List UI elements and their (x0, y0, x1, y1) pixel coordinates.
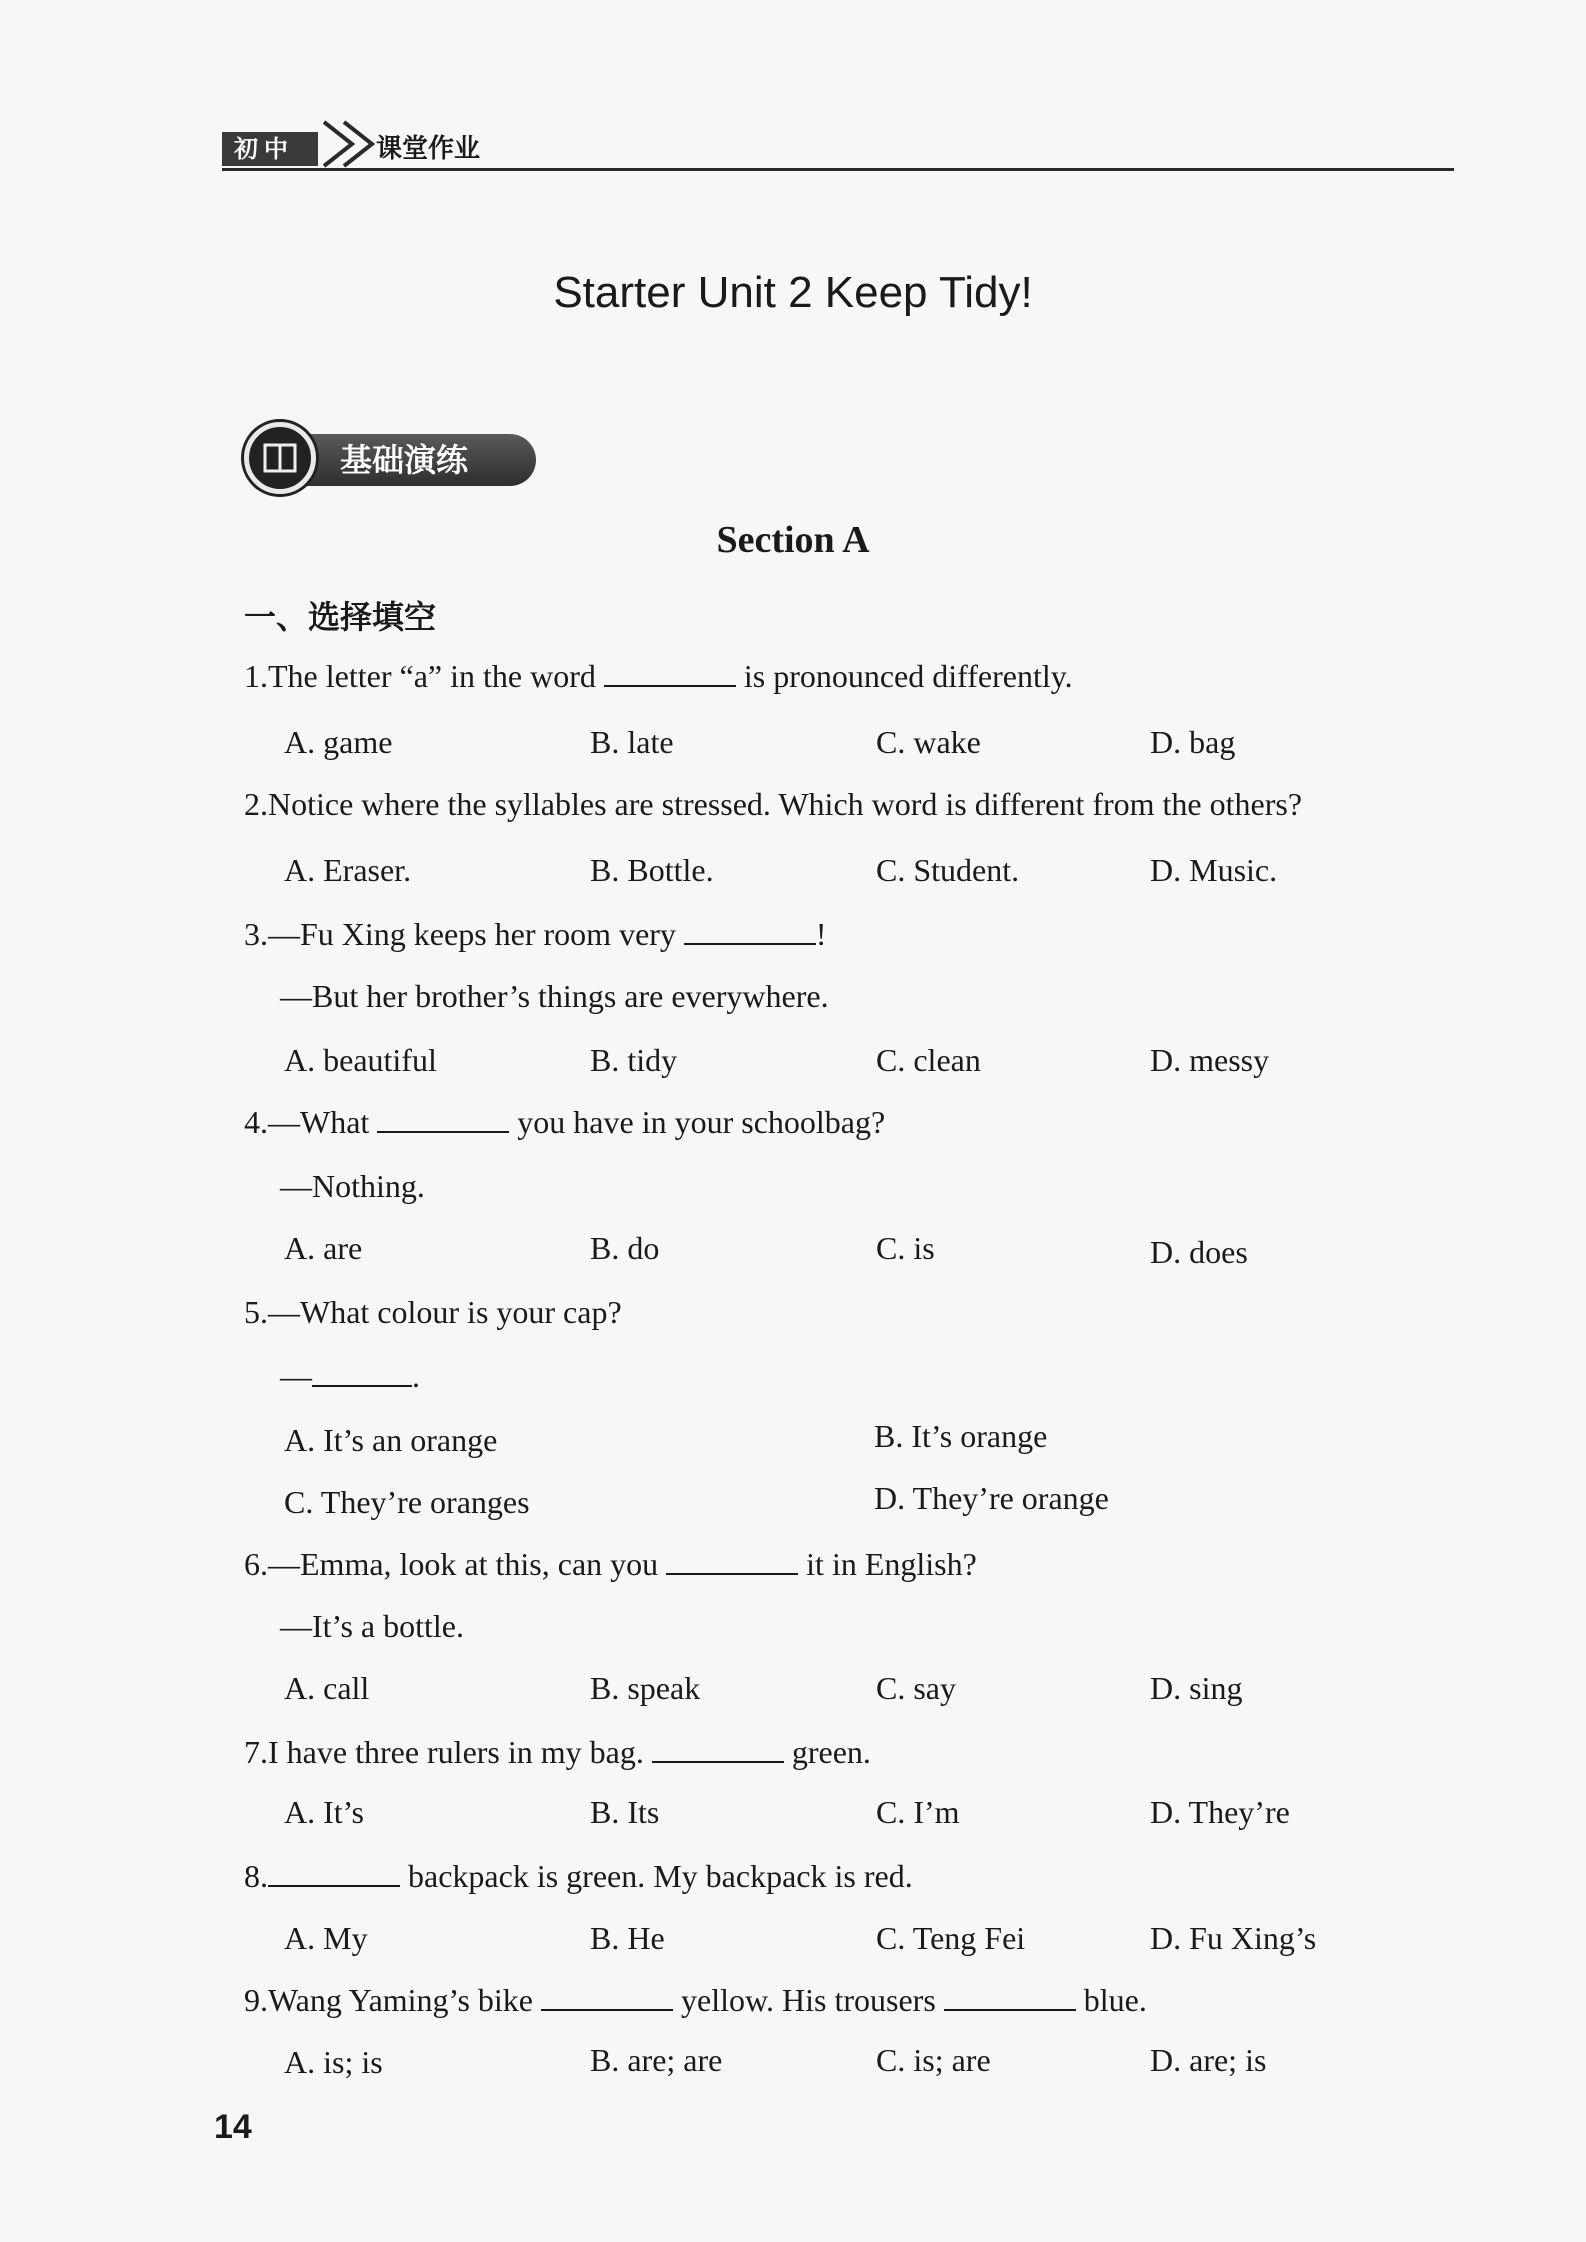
reply-line: —Nothing. (280, 1168, 425, 1204)
option-a[interactable]: A. beautiful (284, 1042, 437, 1078)
question-5: 5.—What colour is your cap? (244, 1294, 622, 1330)
option-b[interactable]: B. It’s orange (874, 1418, 1048, 1454)
question-4: 4.—What you have in your schoolbag? (244, 1104, 886, 1140)
option-a[interactable]: A. is; is (284, 2044, 383, 2080)
option-b[interactable]: B. are; are (590, 2042, 723, 2078)
reply-line: — . (280, 1358, 420, 1394)
option-b[interactable]: B. late (590, 724, 674, 760)
question-3: 3.—Fu Xing keeps her room very ! (244, 916, 827, 952)
question-6: 6.—Emma, look at this, can you it in English? (244, 1546, 977, 1582)
option-d[interactable]: D. Fu Xing’s (1150, 1920, 1317, 1956)
option-b[interactable]: B. Bottle. (590, 852, 714, 888)
question-1: 1.The letter “a” in the word is pronounced differently. (244, 658, 1073, 694)
option-d[interactable]: D. are; is (1150, 2042, 1267, 2078)
option-c[interactable]: C. is; are (876, 2042, 991, 2078)
option-a[interactable]: A. It’s (284, 1794, 364, 1830)
answer-blank[interactable] (666, 1547, 798, 1575)
option-a[interactable]: A. It’s an orange (284, 1422, 498, 1458)
answer-blank[interactable] (312, 1359, 412, 1387)
question-7: 7.I have three rulers in my bag. green. (244, 1734, 871, 1770)
option-d[interactable]: D. They’re orange (874, 1480, 1109, 1516)
question-8: 8. backpack is green. My backpack is red. (244, 1858, 913, 1894)
option-b[interactable]: B. tidy (590, 1042, 678, 1078)
option-b[interactable]: B. do (590, 1230, 660, 1266)
option-d[interactable]: D. bag (1150, 724, 1236, 760)
answer-blank[interactable] (541, 1983, 673, 2011)
option-b[interactable]: B. speak (590, 1670, 701, 1706)
option-d[interactable]: D. They’re (1150, 1794, 1290, 1830)
option-a[interactable]: A. My (284, 1920, 368, 1956)
reply-line: —But her brother’s things are everywhere. (280, 978, 829, 1014)
option-c[interactable]: C. clean (876, 1042, 981, 1078)
option-c[interactable]: C. wake (876, 724, 981, 760)
answer-blank[interactable] (652, 1735, 784, 1763)
answer-blank[interactable] (604, 659, 736, 687)
section-title: Section A (716, 519, 870, 561)
book-icon (244, 422, 316, 494)
option-d[interactable]: D. sing (1150, 1670, 1243, 1706)
answer-blank[interactable] (684, 917, 816, 945)
option-d[interactable]: D. messy (1150, 1042, 1270, 1078)
option-a[interactable]: A. game (284, 724, 393, 760)
answer-blank[interactable] (944, 1983, 1076, 2011)
answer-blank[interactable] (377, 1105, 509, 1133)
option-a[interactable]: A. are (284, 1230, 363, 1266)
option-a[interactable]: A. call (284, 1670, 370, 1706)
page-number: 14 (214, 2108, 252, 2146)
option-b[interactable]: B. He (590, 1920, 665, 1956)
question-2: 2.Notice where the syllables are stressed. Which word is different from the others? (244, 786, 1303, 822)
option-d[interactable]: D. does (1150, 1234, 1248, 1270)
badge-label: 基础演练 (340, 441, 469, 479)
option-c[interactable]: C. is (876, 1230, 935, 1266)
reply-line: —It’s a bottle. (280, 1608, 464, 1644)
option-c[interactable]: C. They’re oranges (284, 1484, 530, 1520)
question-9: 9.Wang Yaming’s bike yellow. His trousers blue. (244, 1982, 1147, 2018)
section-badge (244, 416, 544, 500)
option-c[interactable]: C. I’m (876, 1794, 960, 1830)
option-b[interactable]: B. Its (590, 1794, 660, 1830)
unit-title: Starter Unit 2 Keep Tidy! (553, 268, 1033, 317)
option-d[interactable]: D. Music. (1150, 852, 1278, 888)
header-tag: 初中 (222, 132, 318, 166)
page-header (222, 128, 1454, 171)
option-a[interactable]: A. Eraser. (284, 852, 412, 888)
part-title: 一、选择填空 (244, 598, 437, 636)
option-c[interactable]: C. Teng Fei (876, 1920, 1026, 1956)
option-c[interactable]: C. say (876, 1670, 956, 1706)
answer-blank[interactable] (268, 1859, 400, 1887)
option-c[interactable]: C. Student. (876, 852, 1020, 888)
header-title: 课堂作业 (376, 134, 481, 164)
